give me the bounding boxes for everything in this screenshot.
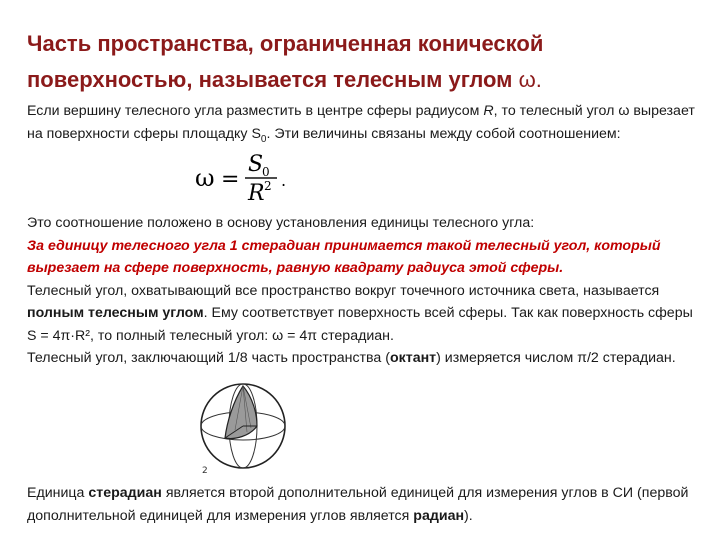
intro-sub-0: 0 <box>260 133 267 145</box>
intro-text-1: Если вершину телесного угла разместить в центре сферы радиусом <box>27 103 484 119</box>
formula-numerator: S <box>248 152 264 177</box>
solid-angle-formula <box>193 150 303 206</box>
footer-paragraph <box>27 482 697 527</box>
figure-label: 2 <box>202 466 208 476</box>
title-omega: ω. <box>518 67 542 92</box>
octant-sphere-figure <box>195 380 291 476</box>
full-angle-text-1: Телесный угол, охватывающий все пространство вокруг точечного источника света, называется <box>27 282 660 299</box>
footer-text-2: является второй дополнительной единицей для измерения углов в СИ (первой дополнительной единицей для измерения углов является <box>27 485 689 524</box>
intro-paragraph <box>27 100 697 151</box>
formula-omega: ω <box>195 164 215 192</box>
footer-text-1: Единица <box>27 485 89 501</box>
title-line-2: поверхностью, называется телесным углом <box>27 67 513 92</box>
formula-dot: . <box>281 171 287 190</box>
definition-lead: Это соотношение положено в основу установления единицы телесного угла: <box>27 215 535 231</box>
formula-numerator-sub: 0 <box>262 165 270 179</box>
slide-title <box>27 26 697 98</box>
steradian-definition: За единицу телесного угла 1 стерадиан принимается такой телесный угол, который вырезает на сфере поверхность, равную квадрату радиуса этой сферы. <box>27 237 661 276</box>
definition-paragraph <box>27 212 697 370</box>
octant-text-1: Телесный угол, заключающий 1/8 часть пространства ( <box>27 350 390 366</box>
intro-text-3: . Эти величины связаны между собой соотношением: <box>266 125 621 142</box>
footer-term-steradian: стерадиан <box>88 485 162 501</box>
full-angle-term: полным телесным углом <box>27 305 204 321</box>
full-angle-text-2: . Ему соответствует поверхность всей сферы. Так как поверхность сферы S = 4π·R², то полный телесный угол: ω = 4π стерадиан. <box>27 305 693 344</box>
formula-denominator: R <box>248 181 265 206</box>
intro-text-2: , то телесный угол ω вырезает на поверхности сферы площадку S <box>27 103 695 142</box>
octant-text-2: ) измеряется числом π/2 стерадиан. <box>436 350 676 366</box>
octant-term: октант <box>389 350 437 366</box>
formula-denominator-sup: 2 <box>264 179 272 193</box>
intro-radius: R <box>483 103 494 119</box>
title-line-1: Часть пространства, ограниченная конической <box>27 31 544 56</box>
footer-text-3: ). <box>464 507 473 524</box>
formula-equals: = <box>221 167 240 192</box>
footer-term-radian: радиан <box>413 507 465 524</box>
